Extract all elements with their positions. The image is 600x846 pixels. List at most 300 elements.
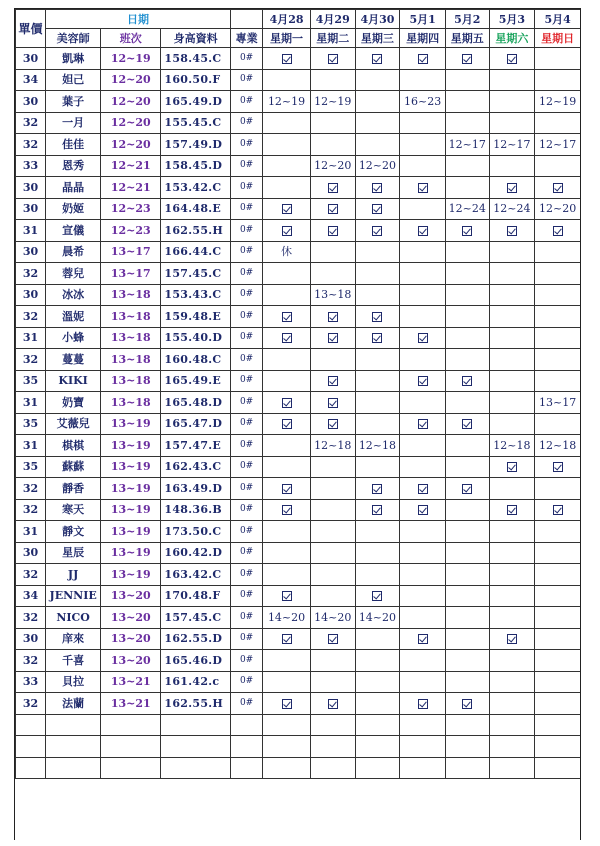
day-cell bbox=[400, 263, 446, 285]
shift-cell: 13~19 bbox=[101, 564, 161, 586]
day-cell: 16~23 bbox=[400, 91, 446, 113]
empty-cell bbox=[263, 736, 311, 758]
empty-cell bbox=[46, 714, 101, 736]
stylist-name-cell: 靜香 bbox=[46, 478, 101, 500]
shift-cell: 12~23 bbox=[101, 220, 161, 242]
day-cell bbox=[400, 177, 446, 199]
table-row bbox=[16, 521, 581, 543]
day-cell bbox=[489, 112, 535, 134]
day-cell bbox=[310, 585, 355, 607]
checkbox-checked-icon bbox=[372, 54, 382, 64]
day-cell bbox=[445, 349, 489, 371]
stylist-name-cell: 奶寶 bbox=[46, 392, 101, 414]
day-cell bbox=[263, 177, 311, 199]
height-cell: 164.48.E bbox=[161, 198, 231, 220]
stylist-name-cell: 葉子 bbox=[46, 91, 101, 113]
day-cell bbox=[400, 370, 446, 392]
professional-cell: 0# bbox=[230, 155, 262, 177]
day-cell bbox=[355, 306, 400, 328]
day-cell bbox=[355, 220, 400, 242]
shift-cell: 13~21 bbox=[101, 693, 161, 715]
checkbox-checked-icon bbox=[328, 333, 338, 343]
stylist-name-cell: 貝拉 bbox=[46, 671, 101, 693]
day-cell bbox=[310, 542, 355, 564]
header-row-2 bbox=[16, 29, 581, 48]
stylist-name-cell: 晨希 bbox=[46, 241, 101, 263]
empty-cell bbox=[230, 714, 262, 736]
day-cell bbox=[355, 177, 400, 199]
day-cell bbox=[263, 112, 311, 134]
height-cell: 165.48.D bbox=[161, 392, 231, 414]
empty-cell bbox=[445, 757, 489, 779]
shift-cell: 13~18 bbox=[101, 306, 161, 328]
day-cell bbox=[263, 628, 311, 650]
day-cell bbox=[489, 542, 535, 564]
day-cell bbox=[400, 327, 446, 349]
shift-cell: 12~19 bbox=[101, 48, 161, 70]
height-cell: 155.40.D bbox=[161, 327, 231, 349]
empty-cell bbox=[230, 736, 262, 758]
day-cell bbox=[355, 628, 400, 650]
professional-cell: 0# bbox=[230, 134, 262, 156]
day-cell bbox=[489, 693, 535, 715]
checkbox-checked-icon bbox=[328, 204, 338, 214]
day-cell bbox=[489, 241, 535, 263]
stylist-name-cell: 溫妮 bbox=[46, 306, 101, 328]
day-cell bbox=[263, 650, 311, 672]
day-cell bbox=[263, 499, 311, 521]
checkbox-checked-icon bbox=[372, 333, 382, 343]
professional-header: 專業 bbox=[230, 29, 262, 48]
day-cell bbox=[263, 284, 311, 306]
day-cell bbox=[400, 220, 446, 242]
price-cell: 30 bbox=[16, 628, 46, 650]
day-cell bbox=[263, 456, 311, 478]
professional-cell: 0# bbox=[230, 628, 262, 650]
height-cell: 157.45.C bbox=[161, 263, 231, 285]
day-cell bbox=[355, 671, 400, 693]
day-cell bbox=[310, 521, 355, 543]
price-cell: 30 bbox=[16, 48, 46, 70]
empty-cell bbox=[489, 757, 535, 779]
height-cell: 162.55.H bbox=[161, 220, 231, 242]
empty-cell bbox=[310, 757, 355, 779]
checkbox-checked-icon bbox=[507, 54, 517, 64]
day-cell bbox=[489, 263, 535, 285]
day-cell: 12~20 bbox=[310, 155, 355, 177]
checkbox-checked-icon bbox=[282, 54, 292, 64]
price-cell: 30 bbox=[16, 241, 46, 263]
empty-cell bbox=[46, 757, 101, 779]
checkbox-checked-icon bbox=[372, 204, 382, 214]
day-cell bbox=[263, 134, 311, 156]
day-cell bbox=[535, 413, 581, 435]
checkbox-checked-icon bbox=[282, 505, 292, 515]
table-row bbox=[16, 392, 581, 414]
day-cell bbox=[445, 478, 489, 500]
shift-cell: 12~20 bbox=[101, 134, 161, 156]
table-row bbox=[16, 585, 581, 607]
day-cell: 12~19 bbox=[535, 91, 581, 113]
checkbox-checked-icon bbox=[328, 634, 338, 644]
stylist-name-cell: 小蜂 bbox=[46, 327, 101, 349]
checkbox-checked-icon bbox=[372, 505, 382, 515]
height-cell: 165.49.D bbox=[161, 91, 231, 113]
day-cell bbox=[445, 91, 489, 113]
day-cell bbox=[400, 693, 446, 715]
day-cell bbox=[310, 671, 355, 693]
day-cell bbox=[400, 435, 446, 457]
day-cell: 12~18 bbox=[489, 435, 535, 457]
height-header: 身高資料 bbox=[161, 29, 231, 48]
table-row bbox=[16, 284, 581, 306]
day-cell bbox=[489, 349, 535, 371]
day-cell bbox=[535, 69, 581, 91]
shift-cell: 13~19 bbox=[101, 521, 161, 543]
shift-cell: 13~19 bbox=[101, 435, 161, 457]
day-cell bbox=[489, 413, 535, 435]
day-cell bbox=[263, 155, 311, 177]
empty-cell bbox=[355, 736, 400, 758]
day-cell bbox=[489, 155, 535, 177]
price-cell: 31 bbox=[16, 435, 46, 457]
shift-cell: 13~18 bbox=[101, 392, 161, 414]
empty-cell bbox=[16, 714, 46, 736]
day-cell bbox=[310, 177, 355, 199]
professional-cell: 0# bbox=[230, 263, 262, 285]
price-cell: 35 bbox=[16, 456, 46, 478]
shift-cell: 12~23 bbox=[101, 198, 161, 220]
day-cell bbox=[489, 69, 535, 91]
height-cell: 148.36.B bbox=[161, 499, 231, 521]
day-cell: 14~20 bbox=[263, 607, 311, 629]
weekday-header: 星期二 bbox=[310, 29, 355, 48]
day-cell bbox=[445, 327, 489, 349]
day-cell bbox=[489, 499, 535, 521]
checkbox-checked-icon bbox=[328, 226, 338, 236]
day-cell bbox=[400, 607, 446, 629]
height-cell: 163.49.D bbox=[161, 478, 231, 500]
schedule-table bbox=[15, 9, 581, 779]
day-cell: 12~20 bbox=[535, 198, 581, 220]
stylist-name-cell: 艾薇兒 bbox=[46, 413, 101, 435]
professional-cell: 0# bbox=[230, 48, 262, 70]
stylist-name-cell: 凱琳 bbox=[46, 48, 101, 70]
shift-cell: 13~20 bbox=[101, 585, 161, 607]
professional-cell: 0# bbox=[230, 478, 262, 500]
checkbox-checked-icon bbox=[372, 312, 382, 322]
shift-cell: 13~19 bbox=[101, 456, 161, 478]
price-cell: 32 bbox=[16, 134, 46, 156]
checkbox-checked-icon bbox=[328, 376, 338, 386]
stylist-name-cell: 佳佳 bbox=[46, 134, 101, 156]
checkbox-checked-icon bbox=[507, 226, 517, 236]
height-cell: 165.46.D bbox=[161, 650, 231, 672]
checkbox-checked-icon bbox=[462, 484, 472, 494]
day-cell bbox=[355, 564, 400, 586]
day-cell bbox=[445, 284, 489, 306]
professional-cell: 0# bbox=[230, 392, 262, 414]
day-cell bbox=[535, 478, 581, 500]
day-cell bbox=[400, 564, 446, 586]
checkbox-checked-icon bbox=[507, 634, 517, 644]
day-cell bbox=[310, 499, 355, 521]
day-cell: 12~24 bbox=[445, 198, 489, 220]
day-cell bbox=[400, 112, 446, 134]
day-cell bbox=[535, 521, 581, 543]
stylist-name-cell: 一月 bbox=[46, 112, 101, 134]
day-cell: 12~19 bbox=[263, 91, 311, 113]
checkbox-checked-icon bbox=[418, 419, 428, 429]
professional-cell: 0# bbox=[230, 413, 262, 435]
professional-cell: 0# bbox=[230, 306, 262, 328]
shift-cell: 12~20 bbox=[101, 91, 161, 113]
day-cell bbox=[445, 241, 489, 263]
price-cell: 33 bbox=[16, 671, 46, 693]
stylist-name-cell: 庠來 bbox=[46, 628, 101, 650]
shift-cell: 13~19 bbox=[101, 499, 161, 521]
professional-cell: 0# bbox=[230, 456, 262, 478]
empty-cell bbox=[355, 757, 400, 779]
day-cell bbox=[535, 48, 581, 70]
day-cell bbox=[263, 198, 311, 220]
day-cell bbox=[535, 671, 581, 693]
empty-cell bbox=[161, 714, 231, 736]
day-cell bbox=[310, 413, 355, 435]
height-cell: 160.50.F bbox=[161, 69, 231, 91]
price-cell: 30 bbox=[16, 198, 46, 220]
stylist-name-cell: JJ bbox=[46, 564, 101, 586]
professional-cell: 0# bbox=[230, 370, 262, 392]
empty-cell bbox=[489, 736, 535, 758]
stylist-name-cell: 奶姬 bbox=[46, 198, 101, 220]
shift-cell: 13~19 bbox=[101, 542, 161, 564]
day-cell: 12~17 bbox=[445, 134, 489, 156]
table-row bbox=[16, 155, 581, 177]
date-header: 5月2 bbox=[445, 10, 489, 29]
day-cell bbox=[445, 370, 489, 392]
height-cell: 157.45.C bbox=[161, 607, 231, 629]
empty-cell bbox=[101, 736, 161, 758]
day-cell bbox=[263, 306, 311, 328]
price-cell: 32 bbox=[16, 306, 46, 328]
height-cell: 153.43.C bbox=[161, 284, 231, 306]
table-row bbox=[16, 456, 581, 478]
empty-cell bbox=[16, 736, 46, 758]
stylist-name-cell: 冰冰 bbox=[46, 284, 101, 306]
height-cell: 158.45.D bbox=[161, 155, 231, 177]
table-row bbox=[16, 499, 581, 521]
day-cell bbox=[263, 413, 311, 435]
price-cell: 30 bbox=[16, 542, 46, 564]
day-cell bbox=[400, 456, 446, 478]
day-cell bbox=[445, 413, 489, 435]
day-cell bbox=[310, 48, 355, 70]
day-cell bbox=[355, 542, 400, 564]
weekday-header-saturday: 星期六 bbox=[489, 29, 535, 48]
day-cell bbox=[489, 370, 535, 392]
checkbox-checked-icon bbox=[282, 312, 292, 322]
height-cell: 165.47.D bbox=[161, 413, 231, 435]
day-cell bbox=[400, 521, 446, 543]
day-cell bbox=[263, 521, 311, 543]
checkbox-checked-icon bbox=[282, 634, 292, 644]
empty-cell bbox=[310, 714, 355, 736]
checkbox-checked-icon bbox=[282, 204, 292, 214]
day-cell: 13~17 bbox=[535, 392, 581, 414]
height-cell: 157.49.D bbox=[161, 134, 231, 156]
professional-cell: 0# bbox=[230, 693, 262, 715]
checkbox-checked-icon bbox=[328, 398, 338, 408]
checkbox-checked-icon bbox=[462, 226, 472, 236]
day-cell bbox=[355, 693, 400, 715]
day-cell bbox=[400, 542, 446, 564]
price-cell: 30 bbox=[16, 177, 46, 199]
day-cell bbox=[310, 650, 355, 672]
height-cell: 162.55.D bbox=[161, 628, 231, 650]
shift-header: 班次 bbox=[101, 29, 161, 48]
day-cell: 休 bbox=[263, 241, 311, 263]
stylist-header: 美容師 bbox=[46, 29, 101, 48]
weekday-header: 星期一 bbox=[263, 29, 311, 48]
day-cell bbox=[445, 521, 489, 543]
checkbox-checked-icon bbox=[328, 419, 338, 429]
checkbox-checked-icon bbox=[328, 54, 338, 64]
day-cell bbox=[445, 69, 489, 91]
day-cell bbox=[263, 69, 311, 91]
day-cell bbox=[535, 564, 581, 586]
day-cell bbox=[355, 585, 400, 607]
shift-cell: 13~18 bbox=[101, 370, 161, 392]
day-cell bbox=[263, 327, 311, 349]
stylist-name-cell: 晶晶 bbox=[46, 177, 101, 199]
checkbox-checked-icon bbox=[328, 312, 338, 322]
day-cell: 12~24 bbox=[489, 198, 535, 220]
table-row bbox=[16, 607, 581, 629]
day-cell bbox=[310, 69, 355, 91]
stylist-name-cell: 棋棋 bbox=[46, 435, 101, 457]
table-row bbox=[16, 478, 581, 500]
checkbox-checked-icon bbox=[418, 699, 428, 709]
height-cell: 155.45.C bbox=[161, 112, 231, 134]
height-cell: 159.48.E bbox=[161, 306, 231, 328]
table-row bbox=[16, 650, 581, 672]
day-cell bbox=[445, 607, 489, 629]
day-cell bbox=[400, 650, 446, 672]
empty-cell bbox=[535, 757, 581, 779]
shift-cell: 13~20 bbox=[101, 650, 161, 672]
day-cell bbox=[489, 177, 535, 199]
height-cell: 158.45.C bbox=[161, 48, 231, 70]
table-row bbox=[16, 241, 581, 263]
empty-cell bbox=[263, 714, 311, 736]
checkbox-checked-icon bbox=[328, 699, 338, 709]
day-cell bbox=[263, 542, 311, 564]
table-row bbox=[16, 177, 581, 199]
date-header: 5月4 bbox=[535, 10, 581, 29]
day-cell bbox=[263, 671, 311, 693]
day-cell bbox=[310, 628, 355, 650]
stylist-name-cell: 靜文 bbox=[46, 521, 101, 543]
empty-row bbox=[16, 736, 581, 758]
professional-cell: 0# bbox=[230, 650, 262, 672]
checkbox-checked-icon bbox=[553, 505, 563, 515]
day-cell bbox=[535, 220, 581, 242]
day-cell bbox=[489, 564, 535, 586]
table-row bbox=[16, 69, 581, 91]
day-cell bbox=[400, 155, 446, 177]
shift-cell: 13~20 bbox=[101, 607, 161, 629]
table-row bbox=[16, 564, 581, 586]
day-cell bbox=[445, 177, 489, 199]
day-cell bbox=[535, 456, 581, 478]
day-cell bbox=[355, 650, 400, 672]
day-cell bbox=[535, 241, 581, 263]
stylist-name-cell: 星辰 bbox=[46, 542, 101, 564]
checkbox-checked-icon bbox=[328, 183, 338, 193]
professional-cell: 0# bbox=[230, 564, 262, 586]
checkbox-checked-icon bbox=[282, 699, 292, 709]
day-cell: 13~18 bbox=[310, 284, 355, 306]
stylist-name-cell: JENNIE bbox=[46, 585, 101, 607]
day-cell bbox=[263, 349, 311, 371]
empty-cell bbox=[489, 714, 535, 736]
day-cell bbox=[445, 456, 489, 478]
height-cell: 160.48.C bbox=[161, 349, 231, 371]
day-cell bbox=[535, 650, 581, 672]
empty-cell bbox=[445, 736, 489, 758]
day-cell bbox=[535, 607, 581, 629]
day-cell bbox=[445, 392, 489, 414]
stylist-name-cell: 寒天 bbox=[46, 499, 101, 521]
day-cell bbox=[263, 585, 311, 607]
table-row bbox=[16, 349, 581, 371]
day-cell bbox=[263, 370, 311, 392]
price-cell: 31 bbox=[16, 327, 46, 349]
price-cell: 34 bbox=[16, 69, 46, 91]
checkbox-checked-icon bbox=[553, 183, 563, 193]
checkbox-checked-icon bbox=[282, 419, 292, 429]
shift-cell: 12~21 bbox=[101, 155, 161, 177]
table-row bbox=[16, 327, 581, 349]
table-row bbox=[16, 671, 581, 693]
day-cell bbox=[310, 327, 355, 349]
day-cell bbox=[310, 306, 355, 328]
day-cell bbox=[310, 263, 355, 285]
empty-cell bbox=[16, 757, 46, 779]
day-cell bbox=[489, 306, 535, 328]
price-cell: 31 bbox=[16, 521, 46, 543]
day-cell: 12~18 bbox=[310, 435, 355, 457]
day-cell bbox=[355, 392, 400, 414]
empty-cell bbox=[535, 714, 581, 736]
day-cell bbox=[535, 263, 581, 285]
empty-cell bbox=[400, 736, 446, 758]
day-cell bbox=[445, 693, 489, 715]
empty-cell bbox=[310, 736, 355, 758]
day-cell bbox=[310, 349, 355, 371]
day-cell bbox=[445, 112, 489, 134]
checkbox-checked-icon bbox=[462, 54, 472, 64]
empty-cell bbox=[161, 757, 231, 779]
day-cell bbox=[535, 177, 581, 199]
day-cell: 12~17 bbox=[535, 134, 581, 156]
empty-cell bbox=[400, 714, 446, 736]
professional-cell: 0# bbox=[230, 521, 262, 543]
shift-cell: 13~17 bbox=[101, 241, 161, 263]
table-row bbox=[16, 198, 581, 220]
day-cell bbox=[400, 628, 446, 650]
